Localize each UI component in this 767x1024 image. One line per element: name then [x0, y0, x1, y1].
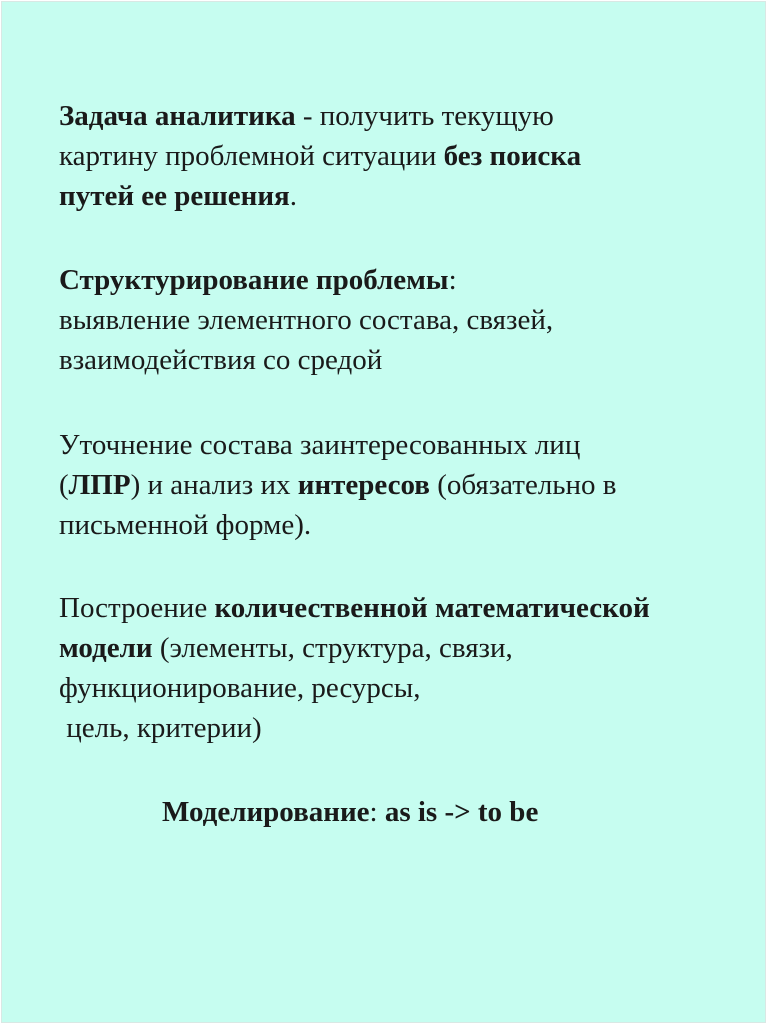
paragraph-model-building — [59, 588, 650, 748]
paragraph-stakeholders — [59, 425, 617, 545]
bold-text: Задача аналитика — [59, 100, 296, 132]
paragraph-modeling — [162, 792, 538, 832]
paragraph-problem-structuring — [59, 260, 553, 380]
line: цель, критерии) — [59, 712, 262, 744]
text: - получить текущую — [295, 100, 554, 132]
bold-text: интересов — [297, 469, 430, 501]
line — [59, 96, 581, 136]
line — [59, 628, 650, 668]
bold-text: Структурирование проблемы — [59, 264, 449, 296]
text: ( — [59, 469, 69, 501]
text: : — [448, 264, 457, 296]
text: . — [289, 180, 297, 212]
bold-text: модели — [59, 632, 153, 664]
bold-text: as is -> to be — [384, 796, 539, 828]
line — [59, 465, 617, 505]
text: ) и анализ их — [130, 469, 298, 501]
line — [59, 588, 650, 628]
paragraph-analyst-task — [59, 96, 581, 216]
line — [162, 792, 538, 832]
line: функционирование, ресурсы, — [59, 672, 421, 704]
slide — [1, 1, 766, 1023]
text: (обязательно в — [429, 469, 617, 501]
text: Построение — [59, 592, 215, 624]
bold-text: ЛПР — [68, 469, 131, 501]
text: : — [369, 796, 385, 828]
bold-text: путей ее решения — [59, 180, 290, 212]
line: выявление элементного состава, связей, — [59, 304, 554, 336]
bold-text: Моделирование — [162, 796, 370, 828]
line: Уточнение состава заинтересованных лиц — [59, 429, 581, 461]
bold-text: количественной математической — [214, 592, 650, 624]
line — [59, 176, 581, 216]
line — [59, 136, 581, 176]
line: взаимодействия со средой — [59, 344, 383, 376]
line: письменной форме). — [59, 509, 312, 541]
line — [59, 260, 553, 300]
text: (элементы, структура, связи, — [152, 632, 513, 664]
text: картину проблемной ситуации — [59, 140, 444, 172]
bold-text: без поиска — [443, 140, 582, 172]
